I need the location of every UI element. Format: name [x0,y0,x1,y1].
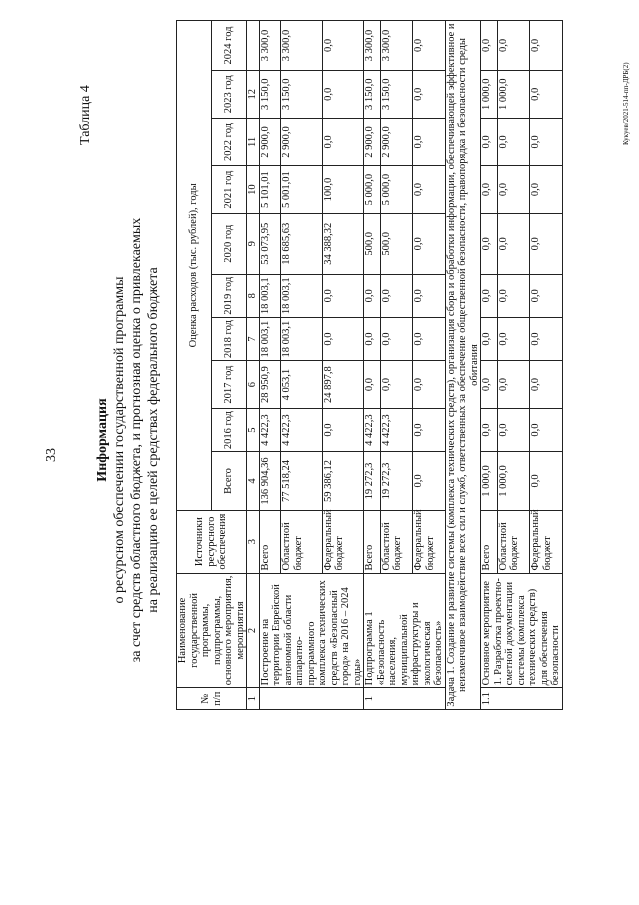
value-cell: 3 300,0 [281,21,322,71]
value-cell: 0,0 [413,213,445,274]
value-cell: 0,0 [530,408,562,451]
value-cell: 0,0 [380,317,412,360]
value-cell: 1 000,0 [481,452,498,510]
value-cell: 0,0 [322,408,363,451]
value-cell: 0,0 [530,452,562,510]
value-cell: 3 150,0 [364,70,381,118]
header-total: Всего [212,452,247,510]
col-number: 3 [247,510,260,573]
program-name: Построение на территории Еврейской автономной области аппаратно-программного комплекса технических средств «Безопасный город» на 2016 – 2024 годы» [259,573,364,688]
value-cell: 136 904,36 [259,452,281,510]
column-numbers-row [247,21,260,710]
document-footer-code: Кукуев/2021-514-пп-ДРБ(2) [622,62,630,145]
value-cell: 3 300,0 [259,21,281,71]
value-cell: 0,0 [380,361,412,409]
value-cell: 0,0 [497,317,529,360]
col-number: 9 [247,213,260,274]
value-cell: 24 897,8 [322,361,363,409]
document-heading [94,185,162,695]
value-cell: 18 003,1 [259,317,281,360]
header-year: 2020 год [212,213,247,274]
heading-line: за счет средств областного бюджета, и прогнозная оценка о привлекаемых [129,217,144,663]
value-cell: 5 001,01 [281,166,322,214]
value-cell: 0,0 [481,361,498,409]
value-cell: 0,0 [413,452,445,510]
value-cell: 0,0 [481,21,498,71]
row-no-cell [259,688,364,710]
value-cell: 0,0 [322,118,363,166]
header-year: 2019 год [212,274,247,317]
col-number: 11 [247,118,260,166]
event-name: Основное мероприятие 1. Разработка проектно-сметной документации системы (комплекса технических средств) для обеспечения безопасности [481,573,563,688]
header-year: 2021 год [212,166,247,214]
value-cell: 0,0 [413,166,445,214]
value-cell: 0,0 [530,213,562,274]
value-cell: 0,0 [530,21,562,71]
task-description: Задача 1. Создание и развитие системы (комплекса технических средств), организация сбора и обработки информации, обеспечивающей эффективное и неизменчивое взаимодействие всех сил и служб, ответственных за обеспечение общественной безопасности, правопорядка и безопасности среды обитания [445,21,481,710]
header-name: Наименование государственной программы, подпрограммы, основного мероприятия, мероприятия [177,573,247,688]
header-year: 2024 год [212,21,247,71]
value-cell: 0,0 [364,274,381,317]
header-estimate: Оценка расходов (тыс. рублей), годы [177,21,212,511]
value-cell: 0,0 [322,70,363,118]
value-cell: 0,0 [481,408,498,451]
source-cell: Федеральный бюджет [322,510,363,573]
value-cell: 0,0 [364,317,381,360]
value-cell: 28 950,9 [259,361,281,409]
col-number [247,21,260,71]
value-cell: 0,0 [530,274,562,317]
value-cell: 3 300,0 [364,21,381,71]
source-cell: Всего [481,510,498,573]
value-cell: 2 900,0 [380,118,412,166]
col-number: 4 [247,452,260,510]
value-cell: 0,0 [497,118,529,166]
value-cell: 0,0 [530,166,562,214]
value-cell: 0,0 [413,317,445,360]
subprogram-name: Подпрограмма 1 «Безопасность населения, муниципальной инфраструктуры и экологическая безопасность» [364,573,446,688]
value-cell: 1 000,0 [481,70,498,118]
value-cell: 5 000,0 [364,166,381,214]
value-cell: 0,0 [481,118,498,166]
source-cell: Федеральный бюджет [530,510,562,573]
value-cell: 0,0 [497,21,529,71]
value-cell: 4 422,3 [380,408,412,451]
col-number: 1 [247,688,260,710]
value-cell: 0,0 [413,361,445,409]
value-cell: 0,0 [497,408,529,451]
header-year: 2022 год [212,118,247,166]
col-number: 8 [247,274,260,317]
value-cell: 0,0 [413,274,445,317]
value-cell: 0,0 [530,70,562,118]
col-number: 10 [247,166,260,214]
value-cell: 0,0 [322,21,363,71]
value-cell: 0,0 [530,317,562,360]
value-cell: 3 150,0 [380,70,412,118]
value-cell: 4 422,3 [281,408,322,451]
value-cell: 18 003,1 [281,274,322,317]
value-cell: 0,0 [413,408,445,451]
value-cell: 2 900,0 [364,118,381,166]
value-cell: 1 000,0 [497,452,529,510]
source-cell: Всего [259,510,281,573]
value-cell: 1 000,0 [497,70,529,118]
value-cell: 3 300,0 [380,21,412,71]
value-cell: 0,0 [497,166,529,214]
value-cell: 19 272,3 [364,452,381,510]
value-cell: 0,0 [497,213,529,274]
source-cell: Областной бюджет [281,510,322,573]
value-cell: 3 150,0 [259,70,281,118]
value-cell: 59 386,12 [322,452,363,510]
heading-line: на реализацию ее целей средствах федерального бюджета [146,267,161,613]
value-cell: 100,0 [322,166,363,214]
value-cell: 77 518,24 [281,452,322,510]
value-cell: 0,0 [530,118,562,166]
value-cell: 18 685,63 [281,213,322,274]
value-cell: 0,0 [364,361,381,409]
value-cell: 500,0 [364,213,381,274]
resource-table [176,20,563,710]
table-row [364,21,381,710]
source-cell: Федеральный бюджет [413,510,445,573]
col-number: 5 [247,408,260,451]
value-cell: 0,0 [322,317,363,360]
value-cell: 3 150,0 [281,70,322,118]
value-cell: 2 900,0 [259,118,281,166]
heading-line: о ресурсном обеспечении государственной программы [112,276,127,604]
value-cell: 5 101,01 [259,166,281,214]
value-cell: 18 003,1 [259,274,281,317]
header-year: 2018 год [212,317,247,360]
value-cell: 0,0 [481,213,498,274]
value-cell: 0,0 [481,317,498,360]
source-cell: Всего [364,510,381,573]
value-cell: 53 073,95 [259,213,281,274]
value-cell: 4 422,3 [259,408,281,451]
value-cell: 0,0 [322,274,363,317]
value-cell: 34 388,32 [322,213,363,274]
value-cell: 0,0 [413,70,445,118]
col-number: 7 [247,317,260,360]
value-cell: 4 053,1 [281,361,322,409]
source-cell: Областной бюджет [380,510,412,573]
col-number: 6 [247,361,260,409]
value-cell: 0,0 [497,361,529,409]
header-year: 2017 год [212,361,247,409]
table-row [259,21,281,710]
value-cell: 4 422,3 [364,408,381,451]
header-year: 2023 год [212,70,247,118]
row-no-cell: 1.1 [481,688,563,710]
col-number: 2 [247,573,260,688]
table-row [481,21,498,710]
value-cell: 18 003,1 [281,317,322,360]
value-cell: 19 272,3 [380,452,412,510]
value-cell: 0,0 [481,166,498,214]
header-source: Источники ресурсного обеспечения [177,510,247,573]
header-year: 2016 год [212,408,247,451]
value-cell: 0,0 [380,274,412,317]
value-cell: 500,0 [380,213,412,274]
source-cell: Областной бюджет [497,510,529,573]
value-cell: 0,0 [530,361,562,409]
page-number: 33 [44,448,59,462]
table-label: Таблица 4 [78,85,93,145]
value-cell: 0,0 [413,21,445,71]
header-no: № п/п [177,688,247,710]
value-cell: 0,0 [481,274,498,317]
col-number: 12 [247,70,260,118]
value-cell: 5 000,0 [380,166,412,214]
row-no-cell: 1 [364,688,446,710]
value-cell: 0,0 [413,118,445,166]
value-cell: 2 900,0 [281,118,322,166]
heading-line: Информация [95,398,110,482]
table-row [445,21,481,710]
value-cell: 0,0 [497,274,529,317]
